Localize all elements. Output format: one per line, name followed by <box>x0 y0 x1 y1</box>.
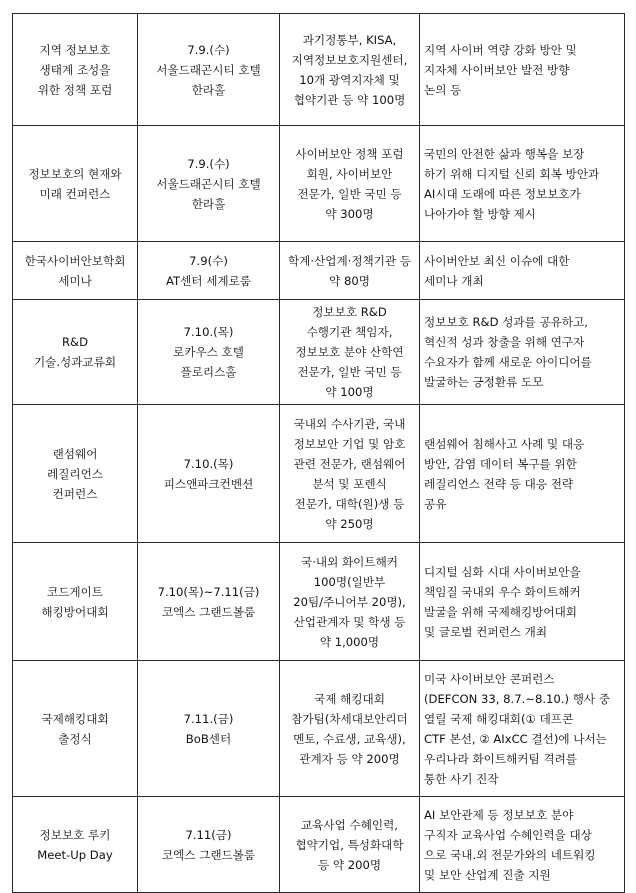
table-row <box>13 797 625 893</box>
event-date-venue: 7.10.(목) 로카우스 호텔 플로리스홀 <box>173 325 244 379</box>
event-date-venue-cell <box>138 797 280 893</box>
event-description: 랜섬웨어 침해사고 사례 및 대응 방안, 감염 데이터 복구를 위한 레질리언스 전략 등 대응 전략 공유 <box>424 436 585 511</box>
event-date-venue-cell <box>138 405 280 543</box>
event-name-cell <box>13 405 138 543</box>
event-participants: 국제 해킹대회 참가팀(차세대보안리더 멘토, 수료생, 교육생), 관계자 등 약 200명 <box>291 691 408 766</box>
event-description-cell <box>420 797 625 893</box>
event-participants-cell <box>280 661 420 797</box>
event-name: 국제해킹대회 출정식 <box>41 711 109 746</box>
event-name: 한국사이버안보학회 세미나 <box>24 253 126 288</box>
event-date-venue: 7.10(목)~7.11(금) 코엑스 그랜드볼룸 <box>157 584 260 619</box>
table-row <box>13 661 625 797</box>
event-date-venue-cell <box>138 126 280 242</box>
event-name-cell <box>13 661 138 797</box>
event-description-cell <box>420 242 625 300</box>
event-participants: 정보보호 R&D 수행기관 책임자, 정보보호 분야 산학연 전문가, 일반 국민 등 약 100명 <box>295 305 404 399</box>
event-participants: 과기정통부, KISA, 지역정보보호지원센터, 10개 광역지자체 및 협약기관 등 약 100명 <box>291 32 408 107</box>
table-row <box>13 543 625 661</box>
event-name-cell <box>13 126 138 242</box>
event-name-cell <box>13 300 138 405</box>
event-participants-cell <box>280 14 420 126</box>
event-name: 정보보호의 현재와 미래 컨퍼런스 <box>28 166 122 201</box>
event-date-venue-cell <box>138 300 280 405</box>
event-name: 랜섬웨어 레질리언스 컨퍼런스 <box>47 446 103 501</box>
table-row <box>13 126 625 242</box>
event-date-venue: 7.9.(수) 서울드래곤시티 호텔 한라홀 <box>156 156 261 211</box>
event-description: 사이버안보 최신 이슈에 대한 세미나 개최 <box>424 253 570 288</box>
event-participants: 사이버보안 정책 포럼 회원, 사이버보안 전문가, 일반 국민 등 약 300명 <box>295 146 404 221</box>
event-date-venue-cell <box>138 661 280 797</box>
event-date-venue: 7.10.(목) 피스앤파크컨벤션 <box>163 456 254 491</box>
event-name: 정보보호 루키 Meet-Up Day <box>37 827 113 862</box>
event-date-venue: 7.11(금) 코엑스 그랜드볼룸 <box>161 827 256 862</box>
event-participants-cell <box>280 543 420 661</box>
event-participants: 국·내외 화이트해커 100명(일반부 20팀/주니어부 20명), 산업관계자 및 학생 등 약 1,000명 <box>293 554 406 649</box>
event-participants: 학계·산업계·정책기관 등 약 80명 <box>287 253 412 288</box>
table-row <box>13 300 625 405</box>
event-description-cell <box>420 405 625 543</box>
event-date-venue: 7.9.(수) 서울드래곤시티 호텔 한라홀 <box>156 42 261 97</box>
event-description: 정보보호 R&D 성과를 공유하고, 혁신적 성과 창출을 위해 연구자 수요자가 함께 새로운 아이디어를 발굴하는 긍정환류 도모 <box>424 315 592 389</box>
table-row <box>13 14 625 126</box>
event-name: 코드게이트 해킹방어대회 <box>41 584 109 619</box>
event-name-cell <box>13 14 138 126</box>
event-description-cell <box>420 14 625 126</box>
event-participants: 국내외 수사기관, 국내 정보보안 기업 및 암호 관련 전문가, 랜섬웨어 분석 및 포렌식 전문가, 대학(원)생 등 약 250명 <box>293 416 406 531</box>
event-description-cell <box>420 126 625 242</box>
events-table <box>12 13 625 893</box>
event-description: AI 보안관제 등 정보보호 분야 구직자 교육사업 수혜인력을 대상 으로 국내.외 전문가와의 네트워킹 및 보안 산업계 진출 지원 <box>424 807 596 882</box>
event-participants-cell <box>280 797 420 893</box>
event-description: 국민의 안전한 삶과 행복을 보장 하기 위해 디지털 신뢰 회복 방안과 AI시대 도래에 따른 정보보호가 나아가야 할 방향 제시 <box>424 146 600 221</box>
event-description: 디지털 심화 시대 사이버보안을 책임질 국내외 우수 화이트해커 발굴을 위해 국제해킹방어대회 및 글로벌 컨퍼런스 개최 <box>424 564 581 639</box>
event-description-cell <box>420 661 625 797</box>
table-row <box>13 242 625 300</box>
event-name-cell <box>13 797 138 893</box>
event-description-cell <box>420 543 625 661</box>
event-name-cell <box>13 543 138 661</box>
event-name-cell <box>13 242 138 300</box>
event-date-venue-cell <box>138 242 280 300</box>
event-description: 지역 사이버 역량 강화 방안 및 지자체 사이버보안 발전 방향 논의 등 <box>424 42 577 97</box>
event-participants: 교육사업 수혜인력, 협약기업, 특성화대학 등 약 200명 <box>295 817 404 872</box>
event-participants-cell <box>280 405 420 543</box>
event-date-venue-cell <box>138 543 280 661</box>
event-date-venue: 7.9(수) AT센터 세계로룸 <box>166 253 251 288</box>
event-name: 지역 정보보호 생태계 조성을 위한 정책 포럼 <box>37 42 113 97</box>
table-row <box>13 405 625 543</box>
event-participants-cell <box>280 126 420 242</box>
event-name: R&D 기술.성과교류회 <box>33 335 117 369</box>
event-description-cell <box>420 300 625 405</box>
event-date-venue: 7.11.(금) BoB센터 <box>183 711 234 746</box>
event-participants-cell <box>280 242 420 300</box>
event-date-venue-cell <box>138 14 280 126</box>
event-description: 미국 사이버보안 콘퍼런스 (DEFCON 33, 8.7.~8.10.) 행사 중 열릴 국제 해킹대회(① 데프콘 CTF 본선, ② AIxCC 결선)에 나서는 우리나라 화이트해커팀 격려를 통한 사기 진작 <box>424 671 610 786</box>
event-participants-cell <box>280 300 420 405</box>
